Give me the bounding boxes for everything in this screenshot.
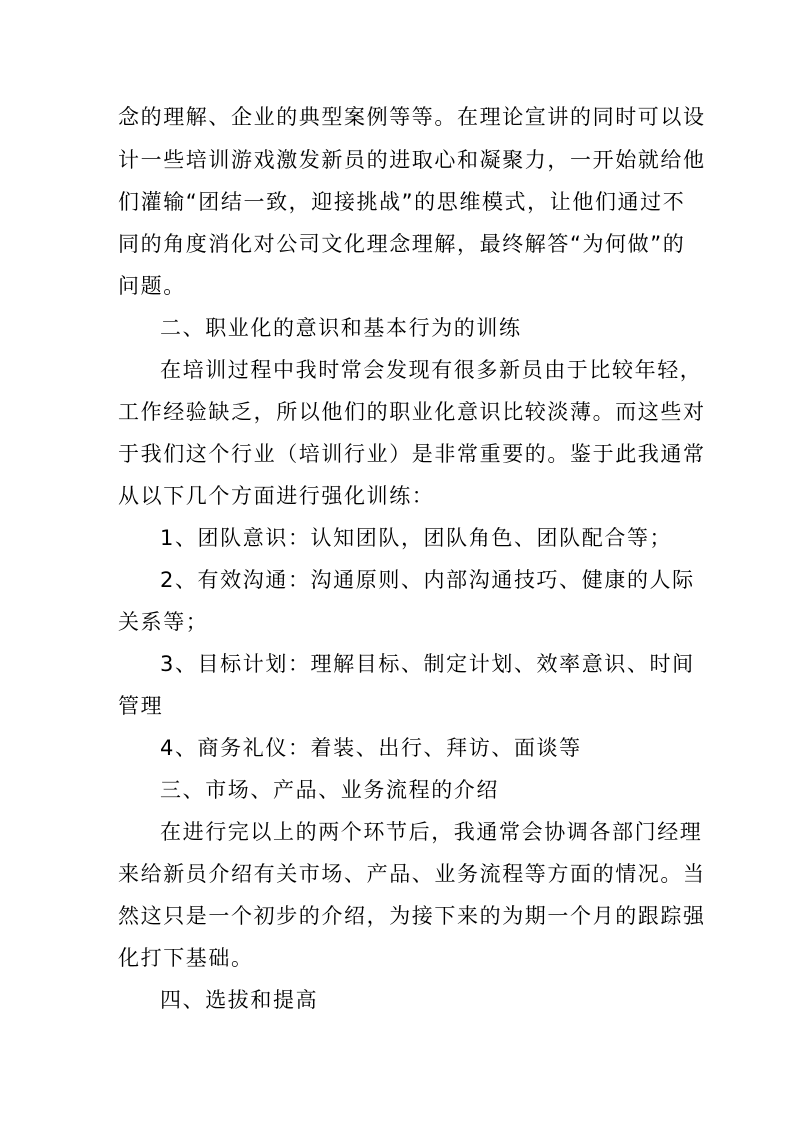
text-line: 们灌输“团结一致，迎接挑战”的思维模式，让他们通过不: [118, 190, 686, 214]
text-line: 在进行完以上的两个环节后，我通常会协调各部门经理: [160, 820, 703, 844]
text-line: 计一些培训游戏激发新员的进取心和凝聚力，一开始就给他: [118, 148, 706, 172]
text-line: 管理: [118, 694, 164, 718]
text-line: 于我们这个行业（培训行业）是非常重要的。鉴于此我通常: [118, 442, 706, 466]
text-line: 化打下基础。: [118, 946, 254, 970]
text-line: 工作经验缺乏，所以他们的职业化意识比较淡薄。而这些对: [118, 400, 706, 424]
section-heading: 四、选拔和提高: [160, 988, 319, 1012]
section-heading: 二、职业化的意识和基本行为的训练: [160, 316, 522, 340]
text-line: 同的角度消化对公司文化理念理解，最终解答“为何做”的: [118, 232, 686, 256]
list-item: 3、目标计划：理解目标、制定计划、效率意识、时间: [160, 652, 695, 676]
text-line: 从以下几个方面进行强化训练：: [118, 484, 435, 508]
list-item: 4、商务礼仪：着装、出行、拜访、面谈等: [160, 736, 582, 760]
list-item: 2、有效沟通：沟通原则、内部沟通技巧、健康的人际: [160, 568, 695, 592]
text-line: 问题。: [118, 274, 186, 298]
text-line: 在培训过程中我时常会发现有很多新员由于比较年轻，: [160, 358, 703, 382]
text-line: 关系等；: [118, 610, 209, 634]
text-line: 来给新员介绍有关市场、产品、业务流程等方面的情况。当: [118, 862, 706, 886]
text-line: 念的理解、企业的典型案例等等。在理论宣讲的同时可以设: [118, 105, 706, 129]
list-item: 1、团队意识：认知团队，团队角色、团队配合等；: [160, 526, 673, 550]
text-line: 然这只是一个初步的介绍，为接下来的为期一个月的跟踪强: [118, 904, 706, 928]
section-heading: 三、市场、产品、业务流程的介绍: [160, 778, 499, 802]
